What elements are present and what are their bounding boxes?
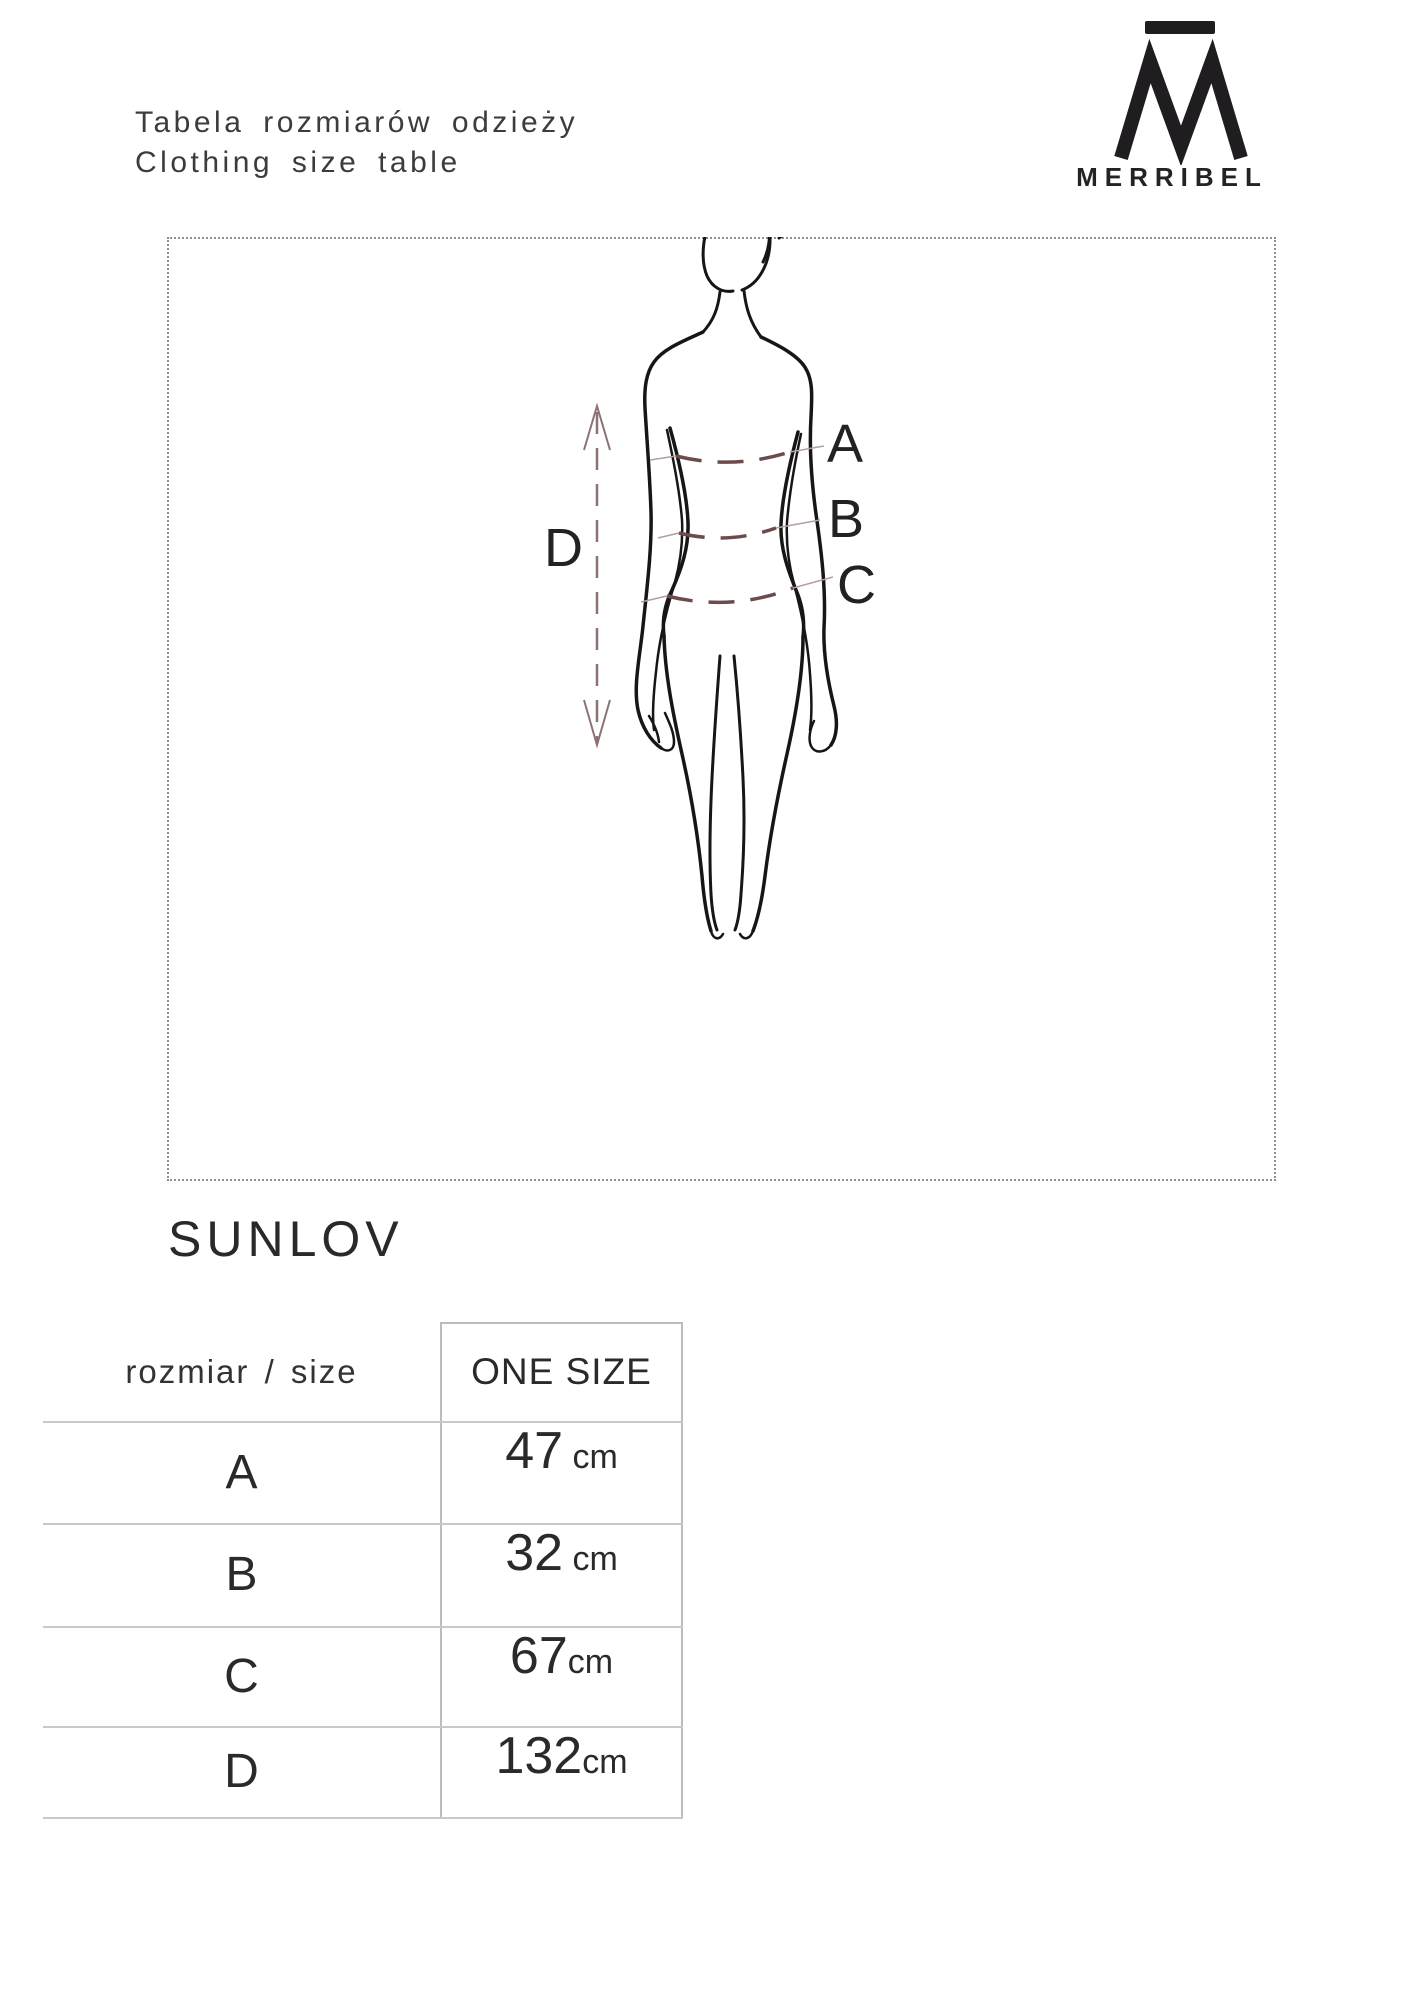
value-number: 47	[505, 1422, 564, 1480]
table-row-label: D	[224, 1745, 259, 1798]
product-name: SUNLOV	[168, 1211, 404, 1267]
waist-label: B	[828, 489, 865, 549]
value-unit: cm	[582, 1743, 628, 1781]
table-row-value	[440, 1523, 683, 1626]
table-row-value	[440, 1726, 683, 1817]
page-title-english: Clothing size table	[135, 146, 461, 179]
bust-label: A	[827, 414, 864, 474]
merribel-logo-icon	[1100, 15, 1260, 165]
hip-label: C	[837, 555, 876, 615]
brand-name: MERRIBEL	[1076, 162, 1268, 192]
length-label: D	[544, 518, 583, 578]
table-row-label: A	[225, 1445, 258, 1499]
page-title-polish: Tabela rozmiarów odzieży	[135, 106, 579, 139]
value-number: 132	[495, 1727, 583, 1785]
bust-line	[676, 452, 790, 462]
waist-line	[679, 528, 776, 538]
value-number: 67	[509, 1627, 568, 1685]
body-measurement-figure	[167, 237, 1276, 1181]
table-row-label: B	[225, 1548, 258, 1601]
table-row-value	[440, 1626, 683, 1726]
table-row-divider	[43, 1817, 683, 1819]
value-unit: cm	[567, 1643, 614, 1681]
table-row-value	[440, 1421, 683, 1523]
row-header: rozmiar / size	[125, 1352, 358, 1390]
table-row-label: C	[224, 1649, 259, 1703]
column-header: ONE SIZE	[471, 1350, 652, 1392]
hip-line	[667, 588, 793, 602]
value-unit: cm	[563, 1438, 618, 1476]
value-unit: cm	[563, 1540, 618, 1578]
size-table	[43, 1322, 683, 1819]
value-number: 32	[505, 1524, 564, 1582]
